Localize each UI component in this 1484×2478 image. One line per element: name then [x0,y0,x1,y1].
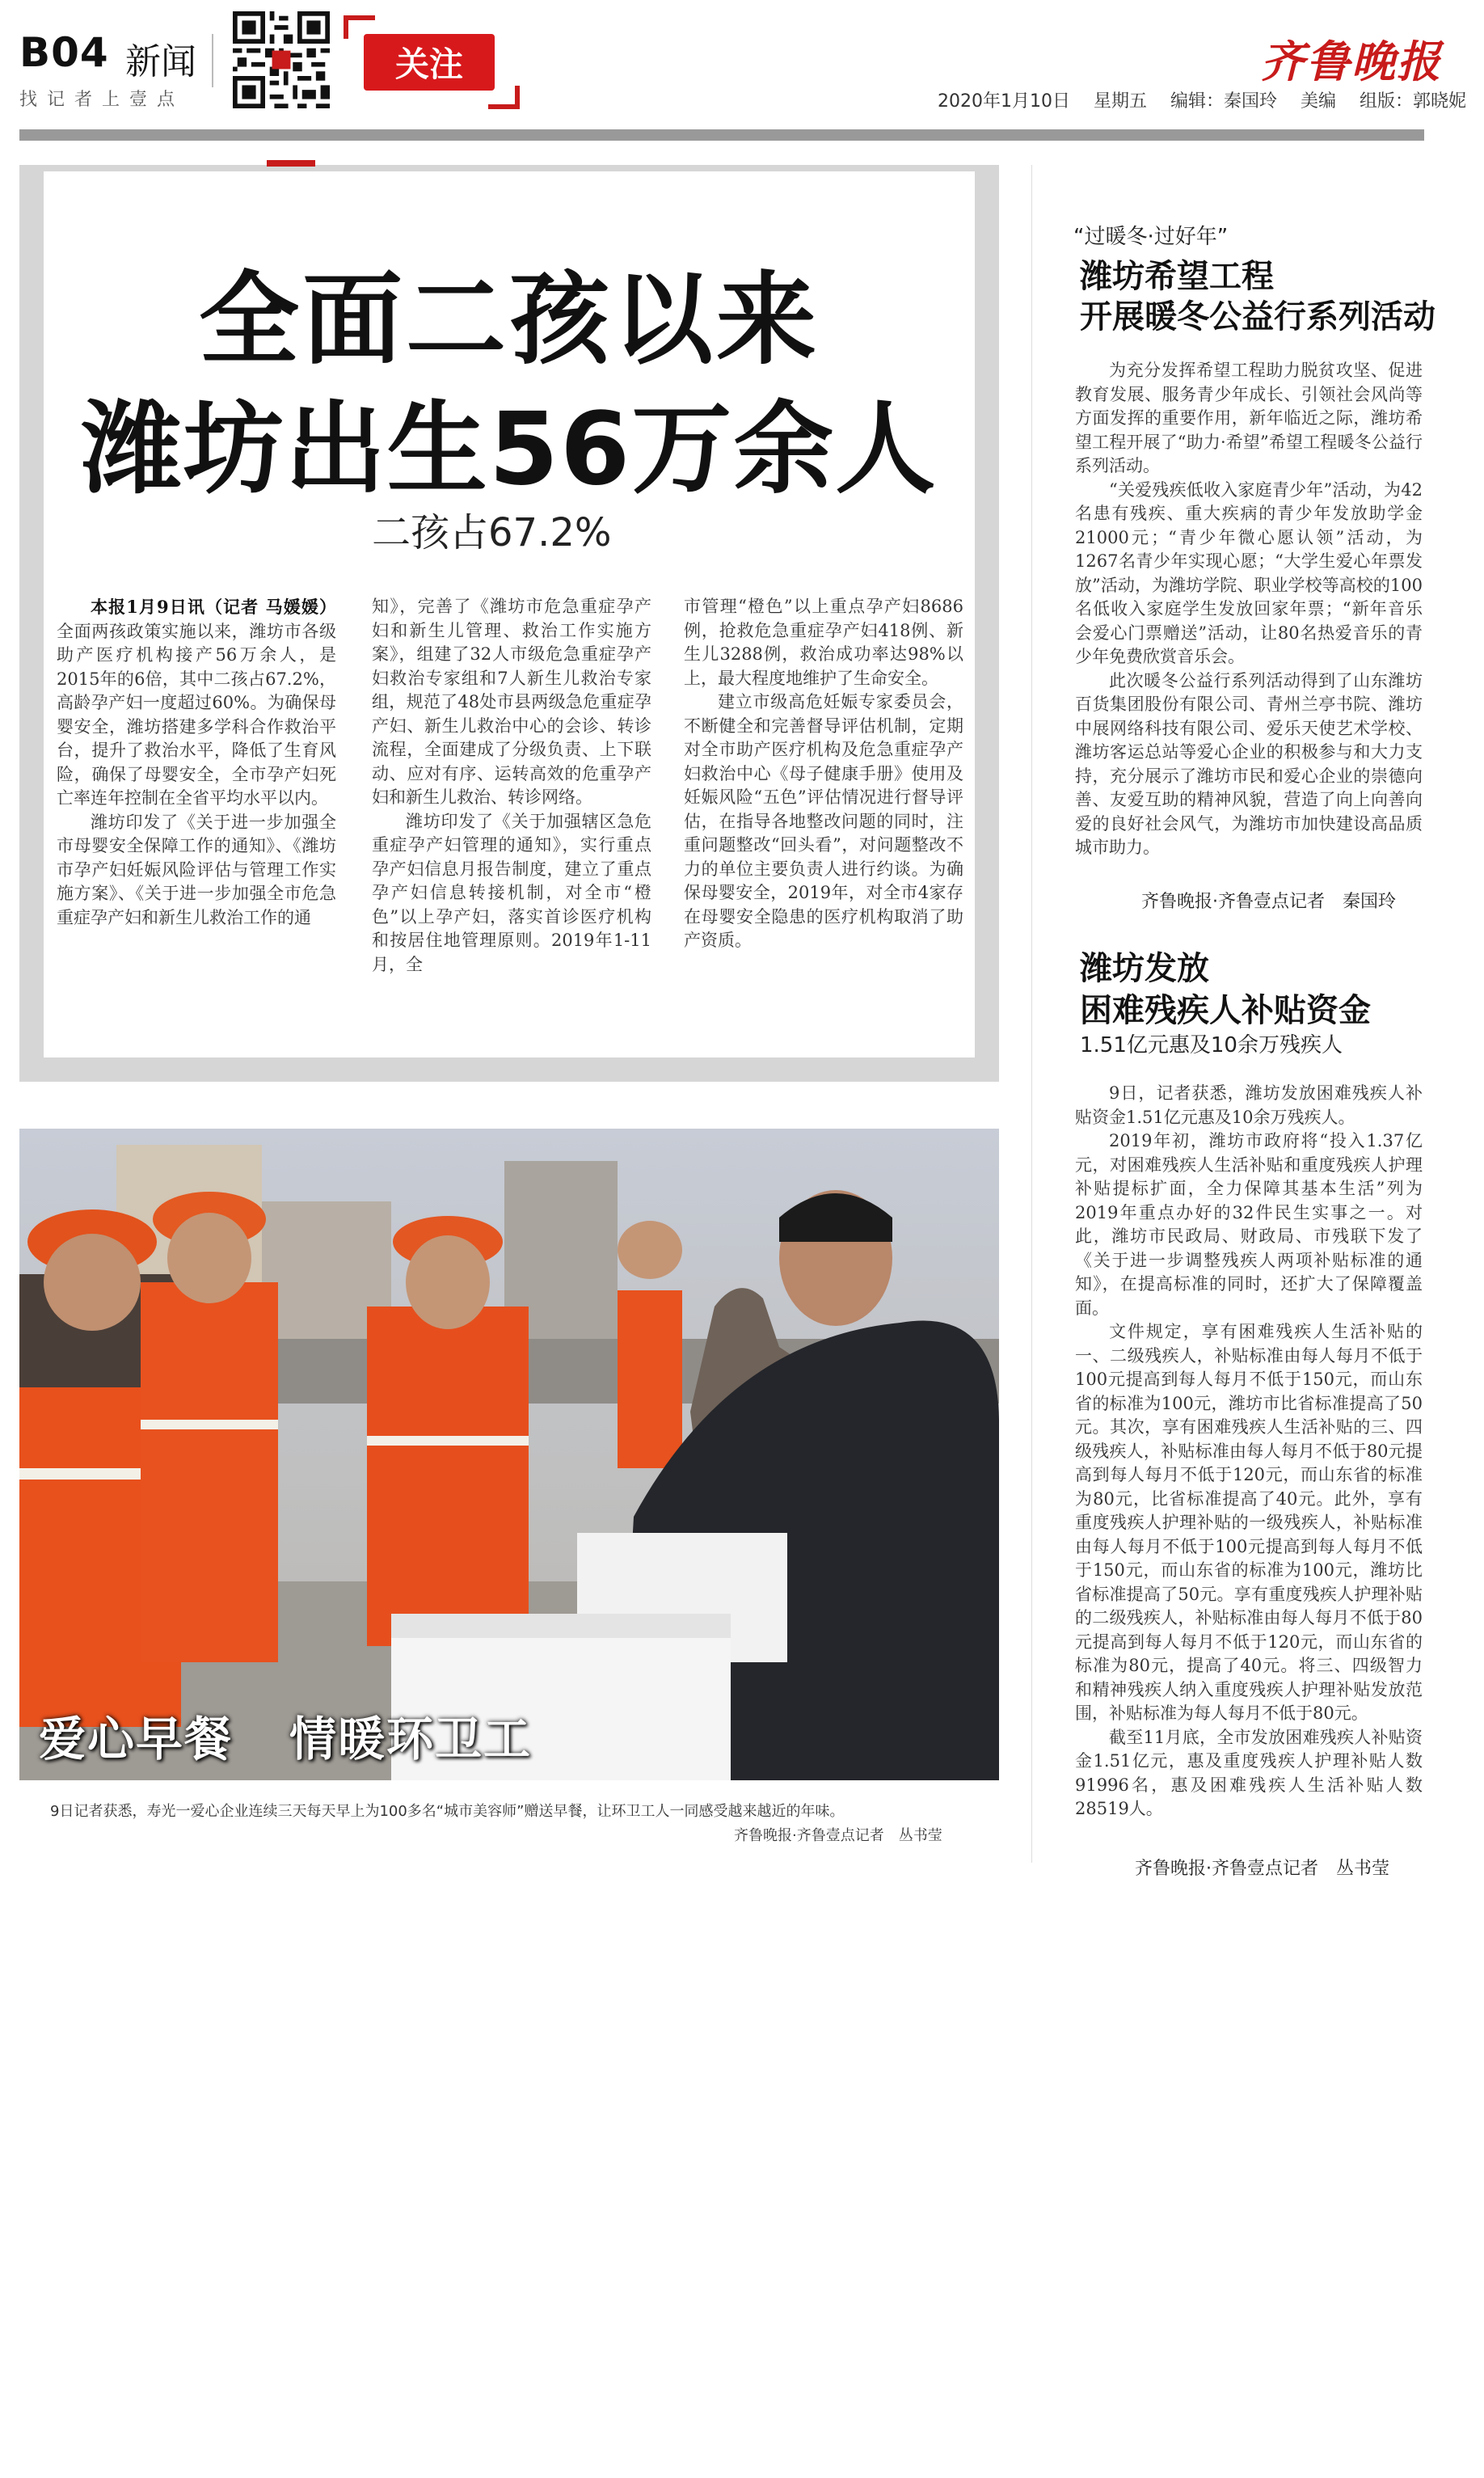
story-headline-line2: 困难残疾人补贴资金 [1080,992,1371,1029]
main-story-paragraph: 市管理“橙色”以上重点孕产妇8686例，抢救危急重症孕产妇418例、新生儿3288例，救治成功率达98%以上，最大程度地维护了生命安全。 [684,597,963,688]
story-kicker: “过暖冬·过好年” [1073,225,1229,249]
story-headline-line2: 开展暖冬公益行系列活动 [1080,298,1436,336]
column-divider [1031,165,1032,1863]
page-number: B04 [19,29,109,76]
issue-weekday: 星期五 [1093,91,1147,112]
header-divider [212,34,213,87]
header-rule [19,129,1424,141]
focus-label: 关注 [364,34,495,91]
story-headline-line1: 潍坊发放 [1080,950,1209,987]
story-paragraph: 截至11月底，全市发放困难残疾人补贴资金1.51亿元，惠及重度残疾人护理补贴人数91996名，惠及困难残疾人生活补贴人数28519人。 [1075,1727,1423,1818]
photo-illustration [19,1129,999,1780]
main-story-paragraph: 建立市级高危妊娠专家委员会，不断健全和完善督导评估机制，定期对全市助产医疗机构及危急重症孕产妇救治中心《母子健康手册》使用及妊娠风险“五色”评估情况进行督导评估，在指导各地整改问题的同时，注重问题整改“回头看”，对问题整改不力的单位主要负责人进行约谈。为确保母婴安全，2019年，对全市4家存在母婴安全隐患的医疗机构取消了助产资质。 [684,692,963,950]
story-credit: 齐鲁晚报·齐鲁壹点记者 丛书莹 [1135,1859,1389,1879]
issue-date: 2020年1月10日 [938,91,1070,112]
designer-credit: 美编 [1301,91,1337,112]
story-paragraph: 为充分发挥希望工程助力脱贫攻坚、促进教育发展、服务青少年成长、引领社会风尚等方面发挥的重要作用，新年临近之际，潍坊希望工程开展了“助力·希望”希望工程暖冬公益行系列活动。 [1075,361,1423,475]
proof-credit: 组版：郭晓妮 [1360,91,1467,112]
news-photo [19,1129,999,1780]
qr-code-icon [233,11,330,108]
issue-meta [938,87,1484,112]
section-name: 新闻 [125,41,196,82]
main-headline-line1: 全面二孩以来 [198,262,820,378]
main-story-paragraph: 潍坊印发了《关于进一步加强全市母婴安全保障工作的通知》、《潍坊市孕产妇妊娠风险评估与管理工作实施方案》、《关于进一步加强全市危急重症孕产妇和新生儿救治工作的通 [57,812,336,927]
main-subheadline: 二孩占67.2% [372,510,612,555]
main-story-paragraph [57,595,336,811]
paragraph-text: 全面两孩政策实施以来，潍坊市各级助产医疗机构接产56万余人，是2015年的6倍，其中二孩占67.2%，高龄孕产妇一度超过60%。为确保母婴安全，潍坊搭建多学科合作救治平台，提升了救治水平，降低了生育风险，确保了母婴安全，全市孕产妇死亡率连年控制在全省平均水平以内。 [57,621,336,808]
story-paragraph: 此次暖冬公益行系列活动得到了山东潍坊百货集团股份有限公司、青州兰亭书院、潍坊中展网络科技有限公司、爱乐天使艺术学校、潍坊客运总站等爱心企业的积极参与和大力支持，充分展示了潍坊市民和爱心企业的崇德向善、友爱互助的精神风貌，营造了向上向善向爱的良好社会风气，为潍坊市加快建设高品质城市助力。 [1075,670,1423,857]
photo-headline-part-b: 情暖环卫工 [289,1712,533,1767]
editor-credit: 编辑：秦国玲 [1170,91,1278,112]
main-story-column-3 [684,595,963,953]
story-body [1075,1082,1423,1822]
photo-caption: 9日记者获悉，寿光一爱心企业连续三天每天早上为100多名“城市美容师”赠送早餐，让环卫工人一同感受越来越近的年味。 [50,1803,845,1820]
photo-headline-part-a: 爱心早餐 [39,1712,234,1767]
story-credit: 齐鲁晚报·齐鲁壹点记者 秦国玲 [1141,892,1396,912]
main-story-column-1 [57,595,336,930]
main-story-column-2 [372,595,651,977]
story-paragraph: 9日，记者获悉，潍坊发放困难残疾人补贴资金1.51亿元惠及10余万残疾人。 [1075,1083,1423,1127]
photo-credit: 齐鲁晚报·齐鲁壹点记者 丛书莹 [734,1827,942,1844]
story-paragraph: 2019年初，潍坊市政府将“投入1.37亿元，对困难残疾人生活补贴和重度残疾人护理补贴提标扩面，全力保障其基本生活”列为2019年重点办好的32件民生实事之一。对此，潍坊市民政局、财政局、市残联下发了《关于进一步调整残疾人两项补贴标准的通知》，在提高标准的同时，还扩大了保障覆盖面。 [1075,1131,1423,1318]
newspaper-logo: 齐鲁晚报 [1261,36,1442,87]
dateline: 本报1月9日讯（记者 马媛媛） [91,597,336,617]
main-headline-line2: 潍坊出生56万余人 [81,391,938,508]
story-paragraph: “关爱残疾低收入家庭青少年”活动，为42名患有残疾、重大疾病的青少年发放助学金21000元；“青少年微心愿认领”活动，为1267名青少年实现心愿；“大学生爱心年票发放”活动，为潍坊学院、职业学校等高校的100名低收入家庭学生发放回家年票；“新年音乐会爱心门票赠送”活动，让80名热爱音乐的青少年免费欣赏音乐会。 [1075,479,1423,666]
main-story-paragraph: 潍坊印发了《关于加强辖区急危重症孕产妇管理的通知》，实行重点孕产妇信息月报告制度，建立了重点孕产妇信息转接机制，对全市“橙色”以上孕产妇，落实首诊医疗机构和按居住地管理原则。2019年1-11月，全 [372,811,651,974]
main-story-paragraph: 知》，完善了《潍坊市危急重症孕产妇和新生儿管理、救治工作实施方案》，组建了32人市级危急重症孕产妇救治专家组和7人新生儿救治专家组，规范了48处市县两级急危重症孕产妇、新生儿救治中心的会诊、转诊流程，全面建成了分级负责、上下联动、应对有序、运转高效的危重孕产妇和新生儿救治、转诊网络。 [372,597,651,807]
photo-headline [39,1701,532,1769]
story-paragraph: 文件规定，享有困难残疾人生活补贴的一、二级残疾人，补贴标准由每人每月不低于100元提高到每人每月不低于150元，而山东省的标准为100元，潍坊市比省标准提高了50元。其次，享有困难残疾人生活补贴的三、四级残疾人，补贴标准由每人每月不低于80元提高到每人每月不低于120元，而山东省的标准为80元，比省标准提高了40元。此外，享有重度残疾人护理补贴的一级残疾人，补贴标准由每人每月不低于100元提高到每人每月不低于150元，而山东省的标准为100元，潍坊比省标准提高了50元。享有重度残疾人护理补贴的二级残疾人，补贴标准由每人每月不低于80元提高到每人每月不低于120元，而山东省的标准为80元，提高了40元。将三、四级智力和精神残疾人纳入重度残疾人护理补贴发放范围，补贴标准为每人每月不低于80元。 [1075,1322,1423,1723]
story-subheadline: 1.51亿元惠及10余万残疾人 [1080,1033,1343,1057]
story-body [1075,359,1423,860]
story-headline-line1: 潍坊希望工程 [1080,258,1274,295]
frame-accent [267,160,315,167]
slogan: 找记者上壹点 [19,90,185,110]
